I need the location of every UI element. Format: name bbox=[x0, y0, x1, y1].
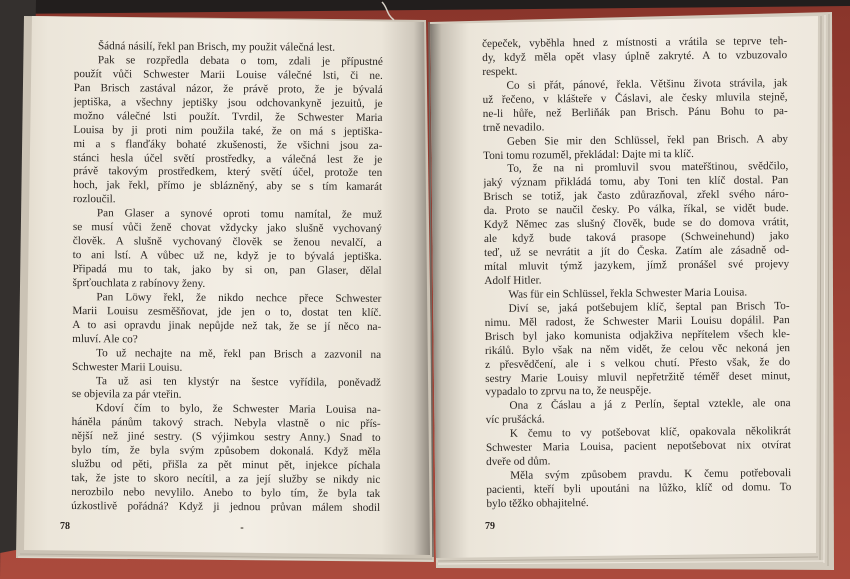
text-line: Diví se, jaká potšebujem klíč, šeptal pan Brisch To- bbox=[508, 299, 790, 315]
ink-spot bbox=[241, 527, 244, 529]
right-page-text bbox=[482, 35, 792, 512]
paragraph bbox=[482, 77, 788, 136]
paragraph bbox=[72, 207, 382, 293]
text-line: víc prušácká. bbox=[485, 413, 545, 427]
text-line: mi a s flanďáky bohaté zkušenosti, že všichni jsou za- bbox=[73, 137, 383, 152]
paragraph bbox=[485, 300, 791, 400]
text-line: pacienti, kteří byli upoutáni na lůžko, klíč od domu. To bbox=[486, 481, 792, 496]
text-line: Ona z Čáslau a já z Perlín, šeptal vztekle, ale ona bbox=[509, 397, 791, 413]
text-line: použít vůči Schwester Marii Louise válečné lsti, či ne. bbox=[73, 67, 383, 82]
text-line: z přesvědčení, ale i s velkou chutí. Přesto však, že do bbox=[485, 355, 791, 371]
text-line: se musí vůči ženě chovat vždycky jako slušně vychovaný bbox=[72, 221, 382, 236]
text-line: Brisch se totiž, jak často zdůrazňoval, zřekl svého náro- bbox=[483, 188, 789, 204]
text-line: bylo těžko obhajitelné. bbox=[486, 496, 589, 510]
left-page-text bbox=[71, 40, 383, 516]
text-line: jaký význam přikládá tomu, aby Toni ten klíč dostal. Pan bbox=[483, 174, 789, 190]
text-line: vypadalo to zprvu na to, že neuspěje. bbox=[485, 384, 652, 399]
text-line: Ta už asi ten klystýr na šestce vyřídila, poněvadž bbox=[95, 374, 381, 389]
text-line: ale když bude taková prasope (Schweinehund) jako bbox=[483, 230, 789, 246]
text-line: da. Proto se naučil česky. Po válka, říkal, se vidět bude. bbox=[483, 202, 789, 218]
text-line: To už nechajte na mě, řekl pan Brisch a zazvonil na bbox=[96, 346, 382, 361]
text-line: Brisch byl jako komunista odjakživa nepřítelem všech kle- bbox=[484, 327, 790, 343]
text-line: sestry Marie Louisy mluvil nepřetržitě téměř deset minut, bbox=[485, 369, 791, 385]
text-line: Když Němec zas slušný člověk, bude se do domova vrátit, bbox=[483, 216, 789, 232]
text-line: háněla pánům takový strach. Nebyla vlastně o nic přís- bbox=[71, 416, 381, 431]
text-line: stánci hesla účel světí prostředky, a válečná lest že je bbox=[73, 151, 383, 166]
text-line: úzkostlivě pořádná? Když ji jednou průvan málem shodil bbox=[71, 499, 381, 514]
paragraph bbox=[72, 291, 381, 349]
text-line: Pan Brisch zastával názor, že právě proto, že je bývalá bbox=[73, 81, 383, 96]
text-line: to ani lstí. A vůbec už ne, když je to bývalá jeptiška. bbox=[72, 249, 382, 264]
paragraph bbox=[486, 425, 791, 470]
text-line: To, že na ni promluvil svou mateřštinou, svědčilo, bbox=[507, 160, 789, 176]
text-line: šprťouchlata z rabínovy ženy. bbox=[72, 276, 206, 290]
text-line: ne-li hůře, než Berliňák pan Brisch. Pánu Bohu to pa- bbox=[482, 104, 788, 120]
text-line: dy, když měla opět vlasy úplně zakryté. A to vzbuzovalo bbox=[482, 49, 788, 64]
text-line: K čemu to vy potšebovat klíč, opakovala několikrát bbox=[509, 425, 791, 441]
text-line: Šádná násilí, řekl pan Brisch, my použit válečná lest. bbox=[97, 40, 336, 54]
page-number: 78 bbox=[60, 521, 70, 532]
text-line: Měla svým způsobem pravdu. K čemu potřebovali bbox=[510, 467, 792, 482]
text-line: mluví. Ale co? bbox=[72, 332, 138, 346]
paragraph bbox=[72, 347, 381, 377]
text-line: jeptiška, a všechny jeptišky jsou odchovankyně jezuitů, je bbox=[73, 95, 383, 110]
text-line: respekt. bbox=[482, 65, 518, 78]
text-line: Pan Glaser a synové oproti tomu namítal, že muž bbox=[96, 207, 382, 222]
text-line: čepeček, vyběhla hned z místnosti a vrátila se teprve teh- bbox=[482, 35, 788, 50]
text-line: Toni tomu rozuměl, překládal: Dajte mi ta klíč. bbox=[483, 147, 694, 162]
text-line: Pan Löwy řekl, že nikdo nechce přece Schwester bbox=[96, 291, 382, 305]
text-line: bylo tím, že byla svým způsobem dokonalá. Když měla bbox=[71, 444, 381, 459]
text-line: trně nevadilo. bbox=[482, 121, 545, 134]
text-line: Geben Sie mir den Schlüssel, řekl pan Brisch. A aby bbox=[506, 132, 789, 148]
text-line: Louisa by ji proti nim použila také, že on má s jeptiška- bbox=[73, 123, 383, 138]
paragraph bbox=[482, 35, 787, 80]
text-line: právě takovým prostředkem, který světí účel, protože ten bbox=[73, 165, 383, 180]
text-line: Co si přát, pánové, řekla. Většinu života strávila, jak bbox=[506, 76, 788, 92]
paragraph bbox=[485, 397, 790, 428]
text-line: A to asi opravdu jinak nepůjde než tak, že se jí něco na- bbox=[72, 318, 382, 333]
text-line: Adolf Hitler. bbox=[484, 274, 542, 287]
paragraph bbox=[71, 402, 381, 515]
page-number: 79 bbox=[485, 521, 495, 532]
text-line: Schwester Maria Louisa, pacient nepotšebovat nix otvírat bbox=[485, 439, 791, 455]
text-line: nější než jiné sestry. (S výjimkou sestry Anny.) Snad to bbox=[71, 430, 381, 445]
text-line: člověk. A slušně vychovaný člověk se ženou nevalčí, a bbox=[72, 235, 382, 250]
text-line: Schwester Marii Louisu. bbox=[71, 360, 183, 374]
paragraph bbox=[486, 467, 791, 512]
text-line: tak, že jste to skoro necítil, a za její služby se nikdy nic bbox=[71, 472, 381, 486]
text-line: Připadá mu to tak, jako by si on, pan Glaser, dělal bbox=[72, 263, 382, 277]
text-line: Marii Louisu zesměšňovat, jde jen o to, dostat ten klíč. bbox=[72, 304, 382, 319]
text-line: dveře od dům. bbox=[486, 455, 551, 469]
paragraph bbox=[483, 133, 788, 164]
paragraph bbox=[72, 375, 381, 405]
text-line: se objevila za pár vteřin. bbox=[71, 388, 182, 402]
text-line: Kdoví čím to bylo, že Schwester Maria Louisa na- bbox=[95, 402, 381, 417]
text-line: rikálů. Bylo však na něm vidět, že celou věc nekoná jen bbox=[484, 341, 791, 357]
text-line: mítal mluvit týmž jazykem, jímž pronášel své projevy bbox=[484, 258, 790, 273]
paragraph bbox=[483, 161, 789, 289]
text-line: teď, už se nevrátit a jít do Česka. Zatím ale zásadně od- bbox=[484, 244, 790, 260]
text-line: možno válečné lsti použít. Tvrdil, že Schwester Maria bbox=[73, 109, 383, 124]
text-line: Pak se rozpředla debata o tom, zdali je přípustné bbox=[97, 54, 383, 68]
paragraph bbox=[73, 54, 383, 209]
text-line: už řečeno, v klášteře v Čáslavi, ale česky mluvila stejně, bbox=[482, 90, 788, 106]
text-line: nerozbilo nebo nevylilo. Anebo to bylo tím, že byla tak bbox=[71, 486, 381, 500]
text-line: službu od pěti, přišla za pět minut pět, injekce píchala bbox=[71, 458, 381, 473]
text-line: rozloučil. bbox=[72, 193, 116, 206]
text-line: Was für ein Schlüssel, řekla Schwester Maria Louisa. bbox=[508, 286, 748, 301]
text-line: hoch, jak řekl, přímo je sblázněný, aby se s tím kamarát bbox=[73, 179, 383, 194]
text-line: nimu. Měl radost, že Schwester Marii Louisu dopálil. Pan bbox=[484, 313, 790, 329]
